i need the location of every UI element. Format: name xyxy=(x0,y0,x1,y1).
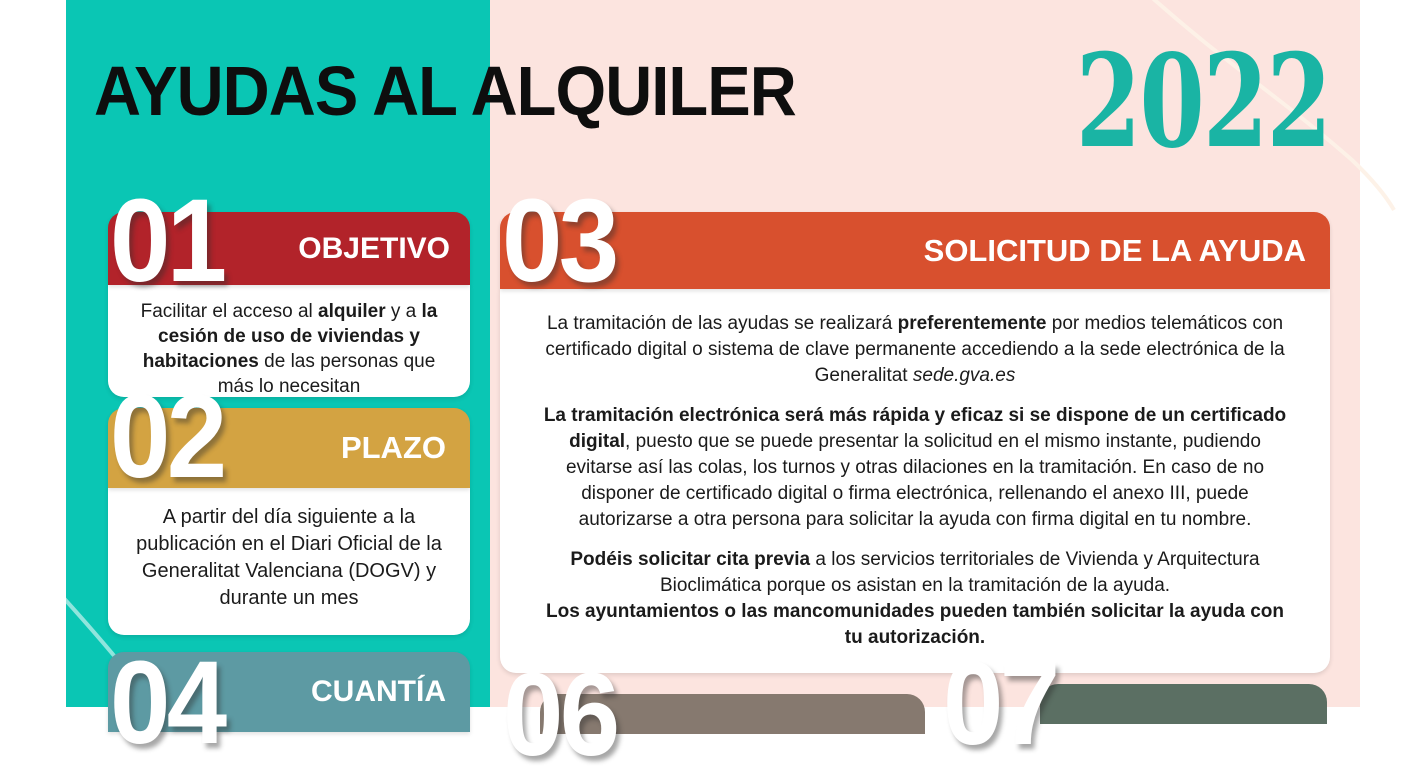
card-objetivo-number: 01 xyxy=(110,175,224,307)
card-06-number: 06 xyxy=(503,649,617,781)
card-plazo-title: PLAZO xyxy=(340,430,446,465)
card-plazo-number: 02 xyxy=(110,371,224,503)
card-plazo xyxy=(108,371,470,635)
card-07-number: 07 xyxy=(943,638,1057,770)
solicitud-paragraph-3: Podéis solicitar cita previa a los servicios territoriales de Vivienda y Arquitectura Bioclimática porque os asistan en la tramitación de la ayuda. xyxy=(570,549,1260,596)
card-solicitud-header xyxy=(500,212,1330,289)
card-07-header xyxy=(1040,684,1327,724)
card-objetivo xyxy=(108,175,470,397)
card-solicitud-body xyxy=(500,289,1330,673)
card-solicitud-number: 03 xyxy=(502,175,616,307)
card-solicitud-title: SOLICITUD DE LA AYUDA xyxy=(923,232,1306,268)
solicitud-paragraph-1: La tramitación de las ayudas se realizará preferentemente por medios telemáticos con certificado digital o sistema de clave permanente accediendo a la sede electrónica de la Generalitat sede.gva.es xyxy=(545,313,1285,386)
card-plazo-body: A partir del día siguiente a la publicación en el Diari Oficial de la Generalitat Valenciana (DOGV) y durante un mes xyxy=(108,488,470,635)
card-cuantia-number: 04 xyxy=(110,637,224,769)
solicitud-paragraph-2: La tramitación electrónica será más rápida y eficaz si se dispone de un certificado digital, puesto que se puede presentar la solicitud en el mismo instante, pudiendo evitarse así las colas, los turnos y otras dilaciones en la tramitación. En caso de no disponer de certificado digital o firma electrónica, rellenando el anexo III, puede autorizarse a otra persona para solicitar la ayuda con firma digital en tu nombre. xyxy=(543,405,1287,530)
card-objetivo-body: Facilitar el acceso al alquiler y a la cesión de uso de viviendas y habitaciones de las personas que más lo necesitan xyxy=(108,285,470,397)
card-cuantia-title: CUANTÍA xyxy=(311,675,446,708)
year-label: 2022 xyxy=(1075,27,1330,177)
solicitud-paragraph-4: Los ayuntamientos o las mancomunidades pueden también solicitar la ayuda con tu autorización. xyxy=(545,601,1284,648)
card-objetivo-title: OBJETIVO xyxy=(298,231,450,265)
card-cuantia xyxy=(108,637,470,769)
card-solicitud xyxy=(500,175,1330,673)
page-title: AYUDAS AL ALQUILER xyxy=(94,52,796,130)
